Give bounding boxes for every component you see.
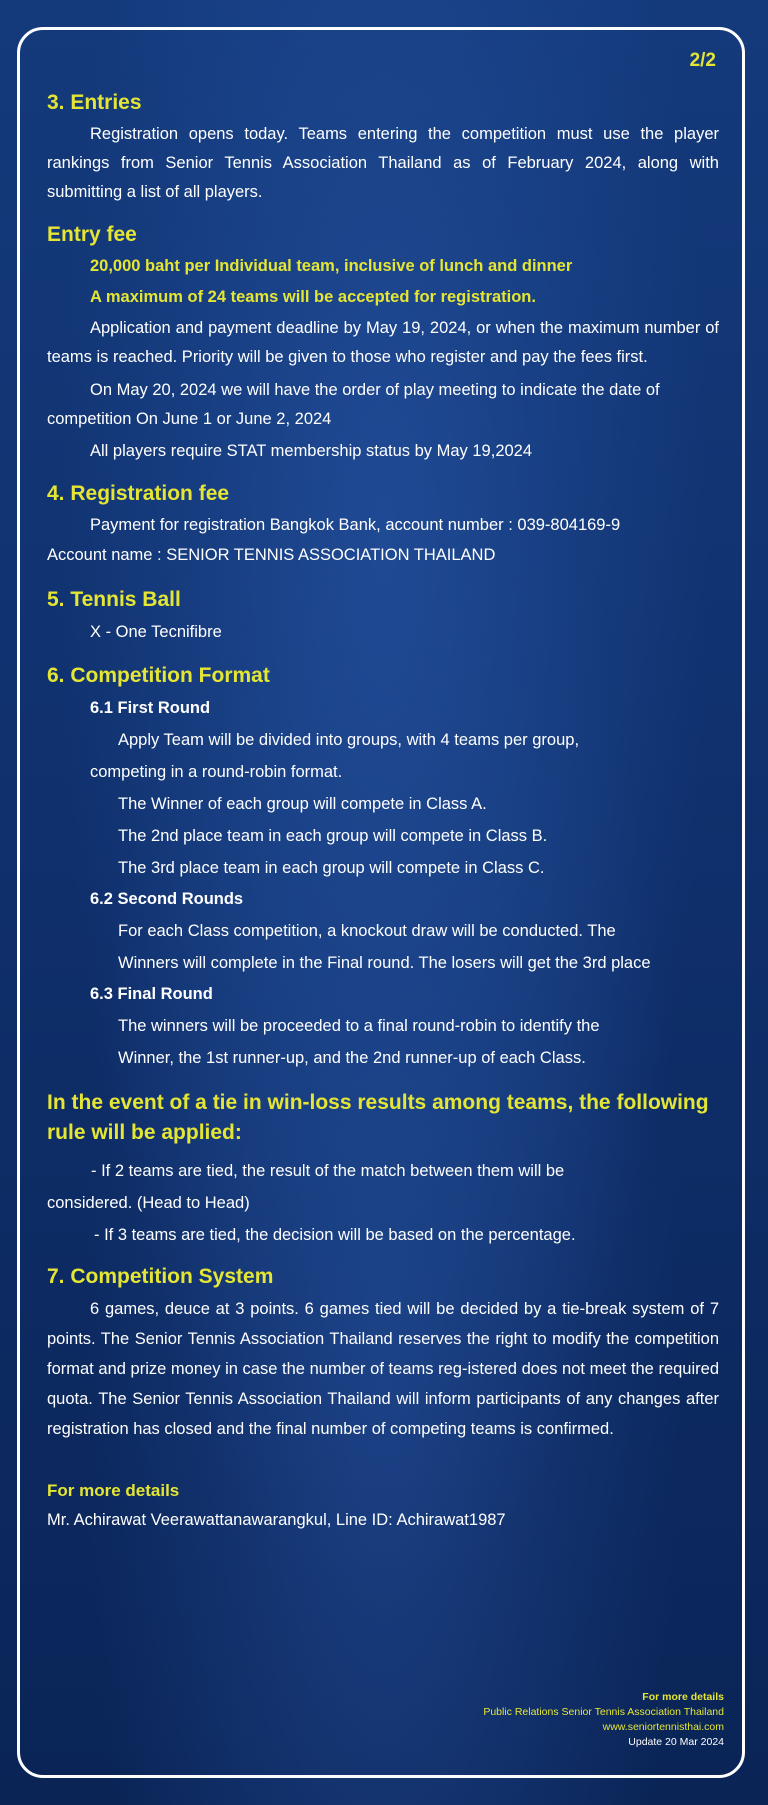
final-round-title: 6.3 Final Round	[90, 985, 213, 1003]
first-round-class-b: The 2nd place team in each group will compete in Class B.	[118, 827, 548, 845]
entry-fee-highlight-1: 20,000 baht per Individual team, inclusive of lunch and dinner	[90, 257, 573, 275]
final-round-line-1: The winners will be proceeded to a final round-robin to identify the	[118, 1017, 600, 1035]
tennis-ball-heading: 5. Tennis Ball	[47, 588, 181, 611]
first-round-title: 6.1 First Round	[90, 699, 211, 717]
footer-title: For more details	[642, 1691, 724, 1703]
tie-rule-heading: In the event of a tie in win-loss results among teams, the following rule will be applied:	[47, 1091, 709, 1144]
competition-format-heading: 6. Competition Format	[47, 664, 270, 687]
footer-website: www.seniortennisthai.com	[602, 1721, 724, 1733]
footer-update: Update 20 Mar 2024	[628, 1736, 724, 1748]
first-round-line-2: competing in a round-robin format.	[90, 763, 343, 781]
tennis-ball-text: X - One Tecnifibre	[90, 623, 222, 641]
tie-rule-2: - If 3 teams are tied, the decision will be based on the percentage.	[94, 1226, 576, 1244]
registration-fee-heading: 4. Registration fee	[47, 482, 230, 505]
footer-org: Public Relations Senior Tennis Association Thailand	[483, 1706, 724, 1718]
entry-fee-membership: All players require STAT membership status by May 19,2024	[90, 442, 533, 460]
competition-system-text: 6 games, deuce at 3 points. 6 games tied will be decided by a tie-break system of 7 points. The Senior Tennis Association Thailand reserves the right to modify the competition format and prize money in case the number of teams reg-istered does not meet the required quota. The Senior Tennis Association Thailand will inform participants of any changes after registration has closed and the final number of competing teams is confirmed.	[47, 1300, 719, 1438]
entries-heading: 3. Entries	[47, 91, 142, 114]
competition-system-heading: 7. Competition System	[47, 1265, 274, 1288]
entry-fee-deadline: Application and payment deadline by May 19, 2024, or when the maximum number of teams is reached. Priority will be given to those who register and pay the fees first.	[47, 319, 719, 366]
details-contact: Mr. Achirawat Veerawattanawarangkul, Line ID: Achirawat1987	[47, 1511, 506, 1529]
entry-fee-meeting: On May 20, 2024 we will have the order of play meeting to indicate the date of competition On June 1 or June 2, 2024	[47, 381, 660, 428]
final-round-line-2: Winner, the 1st runner-up, and the 2nd runner-up of each Class.	[118, 1049, 586, 1067]
entry-fee-heading: Entry fee	[47, 223, 137, 246]
first-round-class-a: The Winner of each group will compete in Class A.	[118, 795, 487, 813]
registration-fee-account-name: Account name : SENIOR TENNIS ASSOCIATION THAILAND	[47, 546, 496, 564]
document-body	[47, 45, 719, 1535]
details-heading: For more details	[47, 1481, 180, 1500]
second-round-title: 6.2 Second Rounds	[90, 890, 244, 908]
registration-fee-payment: Payment for registration Bangkok Bank, account number : 039-804169-9	[90, 516, 621, 534]
tie-rule-1b: considered. (Head to Head)	[47, 1194, 250, 1212]
second-round-line-2: Winners will complete in the Final round. The losers will get the 3rd place	[118, 954, 651, 972]
page-number: 2/2	[689, 50, 716, 71]
entry-fee-highlight-2: A maximum of 24 teams will be accepted for registration.	[90, 288, 536, 306]
footer	[483, 1690, 724, 1750]
first-round-class-c: The 3rd place team in each group will compete in Class C.	[118, 859, 545, 877]
second-round-line-1: For each Class competition, a knockout draw will be conducted. The	[118, 922, 616, 940]
tie-rule-1a: - If 2 teams are tied, the result of the match between them will be	[91, 1162, 565, 1180]
first-round-line-1: Apply Team will be divided into groups, with 4 teams per group,	[118, 731, 580, 749]
entries-text: Registration opens today. Teams entering the competition must use the player rankings from Senior Tennis Association Thailand as of February 2024, along with submitting a list of all players.	[47, 125, 719, 201]
